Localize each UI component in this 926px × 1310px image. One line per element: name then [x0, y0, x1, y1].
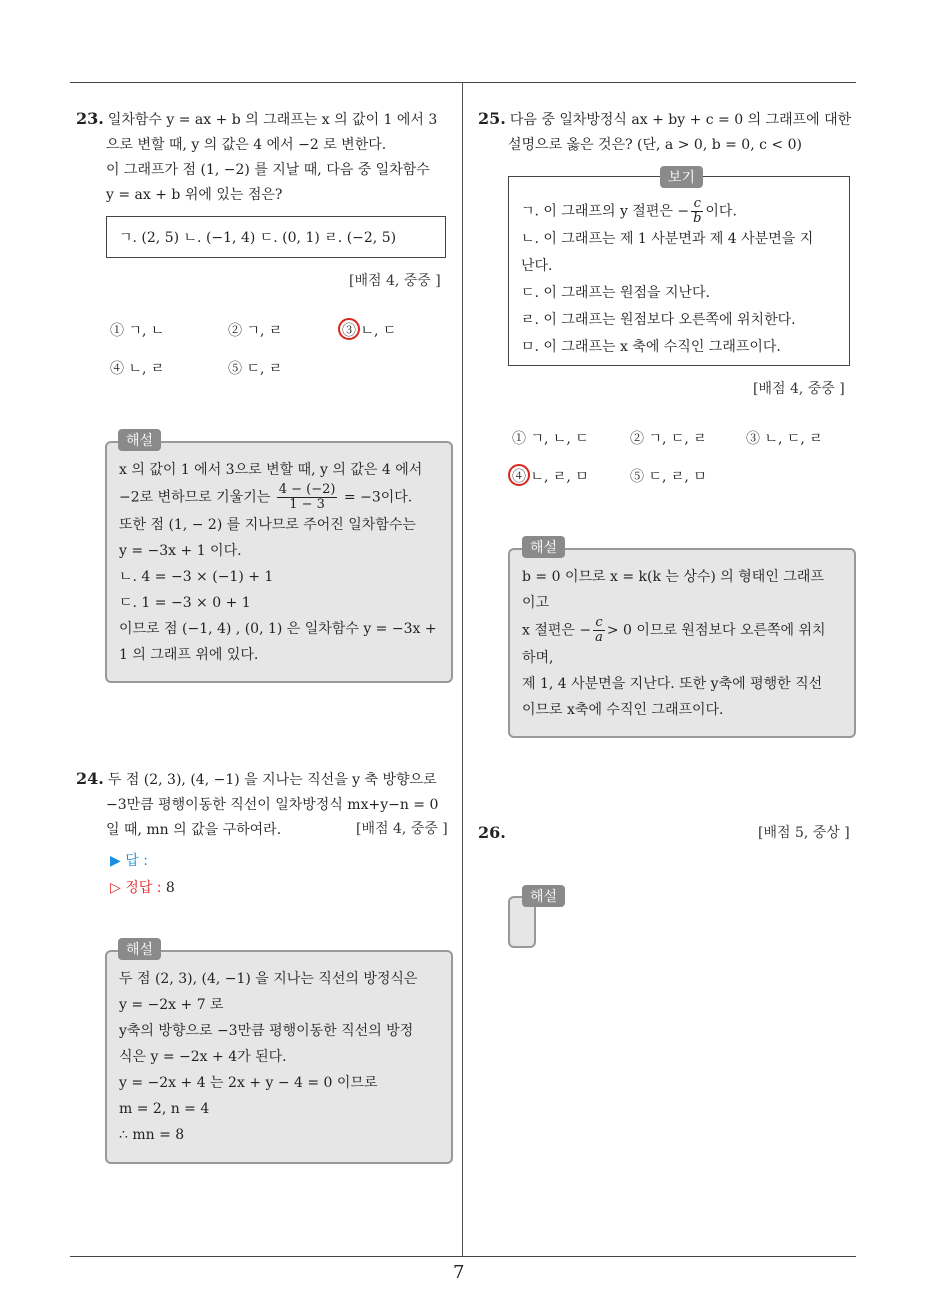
choice-1[interactable]: ① ㄱ, ㄴ, ㄷ — [512, 431, 589, 447]
column-divider — [462, 82, 463, 1257]
explanation-line: 제 1, 4 사분면을 지난다. 또한 y축에 평행한 직선 — [522, 676, 823, 692]
choice-5[interactable]: ⑤ ㄷ, ㄹ — [228, 361, 283, 377]
bogi-line: ㄷ. 이 그래프는 원점을 지난다. — [521, 285, 710, 301]
question-26 — [478, 820, 510, 847]
explanation-line: 이고 — [522, 595, 550, 611]
explanation-line: 1 의 그래프 위에 있다. — [119, 647, 259, 663]
explanation-line: x 의 값이 1 에서 3으로 변할 때, y 의 값은 4 에서 — [119, 462, 423, 478]
question-number: 25. — [478, 109, 506, 128]
question-text: 두 점 (2, 3), (4, −1) 을 지나는 직선을 y 축 방향으로 — [107, 772, 437, 788]
choice-4[interactable]: ④ ㄴ, ㄹ — [110, 361, 165, 377]
explanation-tag: 해설 — [118, 938, 161, 960]
explanation-tag: 해설 — [522, 885, 565, 907]
fraction: $\frac{c}{b}$ — [693, 196, 702, 226]
question-text: 일 때, mn 의 값을 구하여라. — [106, 822, 282, 838]
question-text: 다음 중 일차방정식 ax + by + c = 0 의 그래프에 대한 — [509, 112, 852, 128]
question-text: −3만큼 평행이동한 직선이 일차방정식 mx+y−n = 0 — [106, 797, 439, 813]
choice-2[interactable]: ② ㄱ, ㄷ, ㄹ — [630, 431, 707, 447]
score-label: [배점 4, 중중 ] — [356, 821, 448, 837]
question-text: 설명으로 옳은 것은? (단, a > 0, b = 0, c < 0) — [508, 137, 802, 153]
explanation-line: 이므로 x축에 수직인 그래프이다. — [522, 702, 724, 718]
explanation-line: 이므로 점 (−1, 4) , (0, 1) 은 일차함수 y = −3x + — [119, 621, 437, 637]
q24-explanation — [105, 950, 453, 1164]
question-number: 26. — [478, 823, 506, 842]
choice-3[interactable]: ③ ㄴ, ㄷ — [342, 323, 397, 339]
top-rule — [70, 82, 856, 83]
q23-explanation — [105, 441, 453, 683]
fraction: $\frac{4 - (-2)}{1 - 3}$ — [278, 482, 336, 512]
bogi-line: ㄹ. 이 그래프는 원점보다 오른쪽에 위치한다. — [521, 312, 796, 328]
explanation-line: 하며, — [522, 650, 554, 666]
q25-explanation — [508, 548, 856, 738]
explanation-tag: 해설 — [522, 536, 565, 558]
question-text: 으로 변할 때, y 의 값은 4 에서 −2 로 변한다. — [106, 137, 387, 153]
score-label: [배점 4, 중중 ] — [753, 381, 845, 397]
bottom-rule — [70, 1256, 856, 1257]
explanation-line: ∴ mn = 8 — [119, 1127, 185, 1143]
bogi-line: ㅁ. 이 그래프는 x 축에 수직인 그래프이다. — [521, 339, 781, 355]
choice-3[interactable]: ③ ㄴ, ㄷ, ㄹ — [746, 431, 823, 447]
correct-answer: ▷ 정답 : 8 — [110, 880, 175, 896]
selected-answer-circle — [338, 318, 360, 340]
question-text: 일차함수 y = ax + b 의 그래프는 x 의 값이 1 에서 3 — [107, 112, 438, 128]
explanation-line: 식은 y = −2x + 4가 된다. — [119, 1049, 287, 1065]
question-number: 23. — [76, 109, 104, 128]
explanation-line: y = −3x + 1 이다. — [119, 543, 242, 559]
explanation-tag: 해설 — [118, 429, 161, 451]
explanation-line: 또한 점 (1, − 2) 를 지나므로 주어진 일차함수는 — [119, 517, 416, 533]
question-number: 24. — [76, 769, 104, 788]
question-text: y = ax + b 위에 있는 점은? — [106, 187, 283, 203]
bogi-tag: 보기 — [660, 166, 703, 188]
explanation-line: x 절편은 − $\frac{c}{a}$ > 0 이므로 원점보다 오른쪽에 위치 — [522, 615, 826, 645]
question-text: 이 그래프가 점 (1, −2) 를 지날 때, 다음 중 일차함수 — [106, 162, 430, 178]
question-23 — [76, 106, 458, 208]
bogi-line: ㄱ. 이 그래프의 y 절편은 − $\frac{c}{b}$ 이다. — [521, 196, 737, 226]
options-text: ㄱ. (2, 5) ㄴ. (−1, 4) ㄷ. (0, 1) ㄹ. (−2, 5) — [119, 230, 397, 246]
explanation-line: y = −2x + 7 로 — [119, 997, 224, 1013]
q23-options-box — [106, 216, 446, 258]
explanation-line: m = 2, n = 4 — [119, 1101, 210, 1117]
bogi-line: ㄴ. 이 그래프는 제 1 사분면과 제 4 사분면을 지 — [521, 231, 814, 247]
explanation-line: ㄷ. 1 = −3 × 0 + 1 — [119, 595, 251, 611]
fraction: $\frac{c}{a}$ — [595, 615, 603, 645]
explanation-line: 두 점 (2, 3), (4, −1) 을 지나는 직선의 방정식은 — [119, 971, 418, 987]
choice-1[interactable]: ① ㄱ, ㄴ — [110, 323, 165, 339]
question-25 — [478, 106, 860, 158]
answer-input-label[interactable]: ▶ 답 : — [110, 853, 148, 869]
choice-2[interactable]: ② ㄱ, ㄹ — [228, 323, 283, 339]
bogi-line: 난다. — [521, 258, 553, 274]
choice-4[interactable]: ④ ㄴ, ㄹ, ㅁ — [512, 469, 589, 485]
explanation-line: b = 0 이므로 x = k(k 는 상수) 의 형태인 그래프 — [522, 569, 824, 585]
explanation-line: y = −2x + 4 는 2x + y − 4 = 0 이므로 — [119, 1075, 378, 1091]
q25-bogi-box — [508, 176, 850, 366]
explanation-line: y축의 방향으로 −3만큼 평행이동한 직선의 방정 — [119, 1023, 414, 1039]
score-label: [배점 4, 중중 ] — [349, 273, 441, 289]
explanation-line: −2로 변하므로 기울기는 $\frac{4 - (-2)}{1 - 3}$ = −3이다. — [119, 482, 413, 512]
score-label: [배점 5, 중상 ] — [758, 825, 850, 841]
explanation-line: ㄴ. 4 = −3 × (−1) + 1 — [119, 569, 274, 585]
page-number: 7 — [453, 1262, 465, 1283]
choice-5[interactable]: ⑤ ㄷ, ㄹ, ㅁ — [630, 469, 707, 485]
selected-answer-circle — [508, 464, 530, 486]
